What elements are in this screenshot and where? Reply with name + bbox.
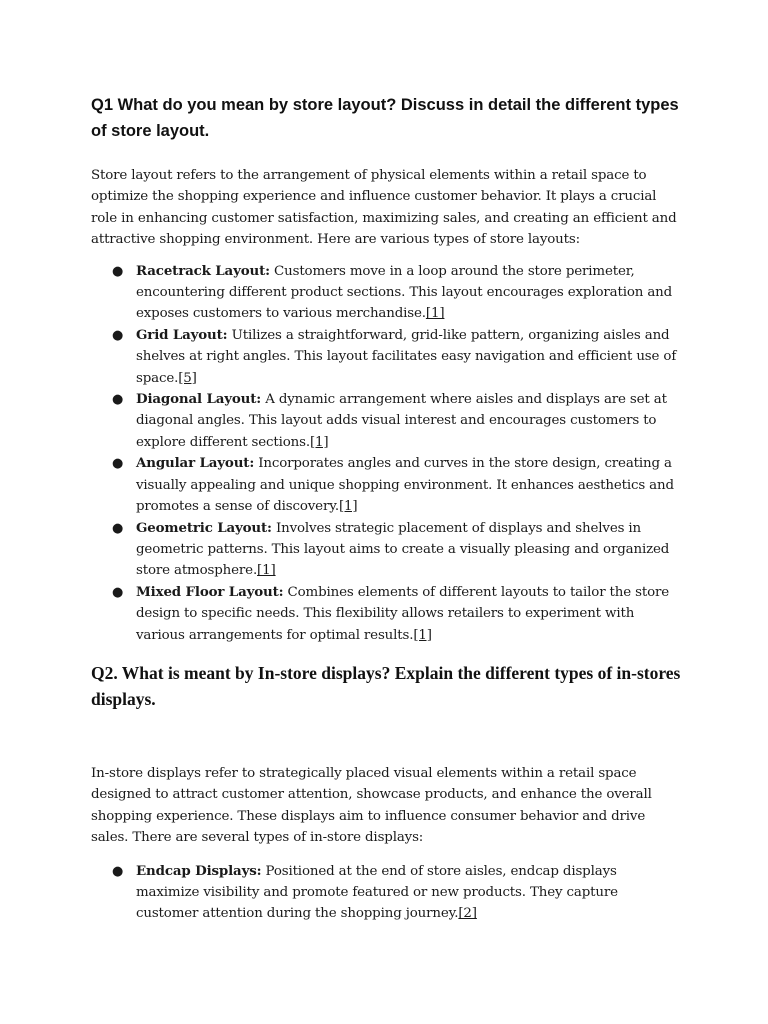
bullet-icon: ●	[112, 584, 124, 600]
list-item	[91, 389, 681, 453]
citation-link[interactable]: [1]	[338, 499, 358, 515]
citation-link[interactable]: [1]	[413, 627, 432, 643]
bullet-icon: ●	[112, 263, 124, 279]
question-2-intro: In-store displays refer to strategically placed visual elements within a retail space designed to attract customer attention, showcase products, and enhance the overall shopping experience. These displays aim to influence consumer behavior and drive sales. There are several types of in-store displays:	[91, 765, 652, 846]
list-item-term: Endcap Displays:	[136, 862, 262, 879]
list-item-text: A dynamic arrangement where aisles and displays are set at diagonal angles. This layout adds visual interest and encourages customers to explore different sections.	[136, 392, 667, 450]
list-item	[91, 518, 681, 582]
list-item-text: Incorporates angles and curves in the store design, creating a visually appealing and unique shopping environment. It enhances aesthetics and promotes a sense of discovery.	[136, 456, 674, 515]
question-2-heading: Q2. What is meant by In-store displays? Explain the different types of in-stores displays.	[91, 662, 681, 709]
list-item-term: Grid Layout:	[136, 326, 228, 343]
list-item-text: Combines elements of different layouts to tailor the store design to specific needs. This flexibility allows retailers to experiment with various arrangements for optimal results.	[136, 584, 670, 643]
citation-link[interactable]: [1]	[309, 434, 329, 450]
bullet-icon: ●	[112, 520, 124, 536]
citation-link[interactable]: [1]	[257, 563, 276, 579]
citation-link[interactable]: [5]	[178, 370, 197, 386]
list-item-term: Diagonal Layout:	[136, 391, 262, 408]
list-item	[91, 453, 681, 517]
list-item	[91, 861, 681, 925]
list-item-term: Mixed Floor Layout:	[136, 583, 284, 600]
list-item-term: Angular Layout:	[136, 455, 255, 472]
list-item	[91, 582, 681, 646]
citation-link[interactable]: [2]	[458, 906, 477, 922]
list-item-text: Utilizes a straightforward, grid-like pattern, organizing aisles and shelves at right angles. This layout facilitates easy navigation and efficient use of space.	[136, 327, 677, 386]
bullet-icon: ●	[112, 863, 124, 879]
list-item-text: Customers move in a loop around the store perimeter, encountering different product sections. This layout encourages exploration and exposes customers to various merchandise.	[136, 263, 673, 322]
in-store-display-list	[91, 861, 681, 925]
list-item	[91, 325, 681, 389]
store-layout-list	[91, 261, 681, 646]
list-item-text: Involves strategic placement of displays and shelves in geometric patterns. This layout aims to create a visually pleasing and organized store atmosphere.	[136, 520, 670, 579]
bullet-icon: ●	[112, 327, 124, 343]
list-item	[91, 261, 681, 325]
list-item-term: Geometric Layout:	[136, 519, 272, 536]
question-1-heading: Q1 What do you mean by store layout? Discuss in detail the different types of store layout.	[91, 96, 679, 140]
question-1-intro: Store layout refers to the arrangement of physical elements within a retail space to optimize the shopping experience and influence customer behavior. It plays a crucial role in enhancing customer satisfaction, maximizing sales, and creating an efficient and attractive shopping environment. Here are various types of store layouts:	[91, 168, 677, 248]
list-item-text: Positioned at the end of store aisles, endcap displays maximize visibility and promote featured or new products. They capture customer attention during the shopping journey.	[136, 863, 618, 922]
list-item-term: Racetrack Layout:	[136, 262, 270, 279]
bullet-icon: ●	[112, 392, 124, 408]
bullet-icon: ●	[112, 456, 124, 472]
citation-link[interactable]: [1]	[425, 306, 445, 322]
document-page	[91, 92, 681, 925]
